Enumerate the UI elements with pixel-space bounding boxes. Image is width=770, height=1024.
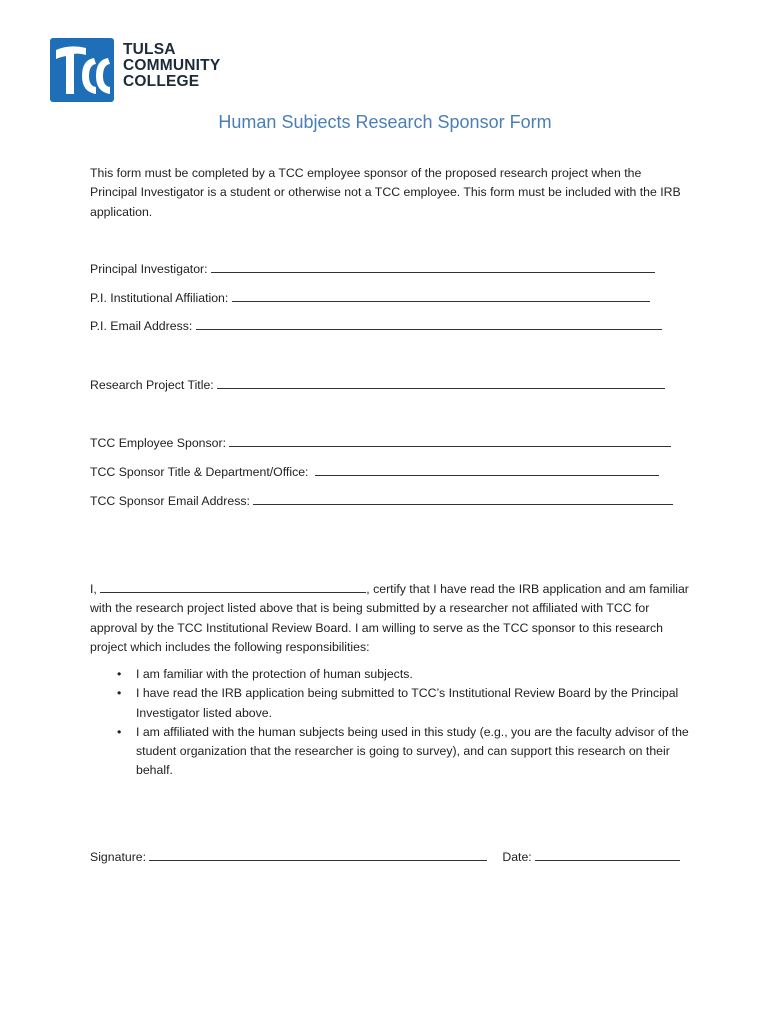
certify-suffix: , certify that I have read the IRB application and am (366, 582, 646, 596)
pi-input-line[interactable] (211, 261, 655, 273)
list-item (90, 723, 690, 781)
sponsor-email-field (90, 492, 673, 510)
sponsor-title-field (90, 463, 659, 481)
signature-input-line[interactable] (149, 849, 487, 861)
project-title-input-line[interactable] (217, 377, 665, 389)
sponsor-email-label: TCC Sponsor Email Address: (90, 494, 250, 508)
intro-paragraph: This form must be completed by a TCC employee sponsor of the proposed research project when the Principal Investigator is a student or otherwise not a TCC employee. This form must be included with the IRB application. (90, 166, 681, 219)
bullet-icon: • (117, 686, 122, 701)
sponsor-email-input-line[interactable] (253, 493, 673, 505)
pi-label: Principal Investigator: (90, 262, 208, 276)
pi-affiliation-input-line[interactable] (232, 290, 650, 302)
logo-wordmark (123, 42, 220, 90)
sponsor-input-line[interactable] (229, 435, 671, 447)
signature-row (90, 848, 680, 866)
list-item (90, 684, 690, 723)
logo-line-college: COLLEGE (123, 73, 200, 90)
pi-email-field (90, 317, 662, 335)
pi-email-input-line[interactable] (196, 318, 662, 330)
certify-prefix: I, (90, 582, 97, 596)
sponsor-title-input-line[interactable] (315, 464, 659, 476)
tcc-logo (50, 38, 230, 102)
date-label: Date: (502, 850, 532, 864)
list-item (90, 665, 690, 684)
responsibility-text: I am familiar with the protection of human subjects. (136, 667, 413, 681)
date-input-line[interactable] (535, 849, 680, 861)
bullet-icon: • (117, 724, 122, 739)
signature-label: Signature: (90, 850, 147, 864)
certify-name-input-line[interactable] (100, 581, 366, 593)
pi-field (90, 260, 655, 278)
responsibility-text: I have read the IRB application being submitted to TCC’s Institutional Review Board by the Principal Investigator listed above. (136, 686, 679, 720)
sponsor-title-label: TCC Sponsor Title & Department/Office: (90, 465, 309, 479)
logo-line-community: COMMUNITY (123, 57, 221, 74)
pi-affiliation-label: P.I. Institutional Affiliation: (90, 291, 229, 305)
responsibility-text: I am affiliated with the human subjects being used in this study (e.g., you are the faculty advisor of the student organization that the researcher is going to survey), and can support this research on their behalf. (136, 724, 689, 778)
certification-paragraph (90, 580, 690, 657)
sponsor-label: TCC Employee Sponsor: (90, 436, 227, 450)
bullet-icon: • (117, 667, 122, 681)
page-title: Human Subjects Research Sponsor Form (218, 112, 552, 132)
certify-rest: familiar with the research project listed above that is being submitted by a researcher not affiliated with TCC for approval by the TCC Institutional Review Board. I am willing to serve as the TCC sponsor to this research project which includes the following responsibilities: (90, 582, 689, 654)
responsibilities-list (90, 665, 690, 781)
pi-affiliation-field (90, 289, 650, 307)
sponsor-field (90, 434, 671, 452)
pi-email-label: P.I. Email Address: (90, 319, 193, 333)
project-title-label: Research Project Title: (90, 378, 214, 392)
logo-line-tulsa: TULSA (123, 41, 176, 58)
tcc-logo-mark-icon (50, 38, 114, 102)
project-title-field (90, 376, 665, 394)
